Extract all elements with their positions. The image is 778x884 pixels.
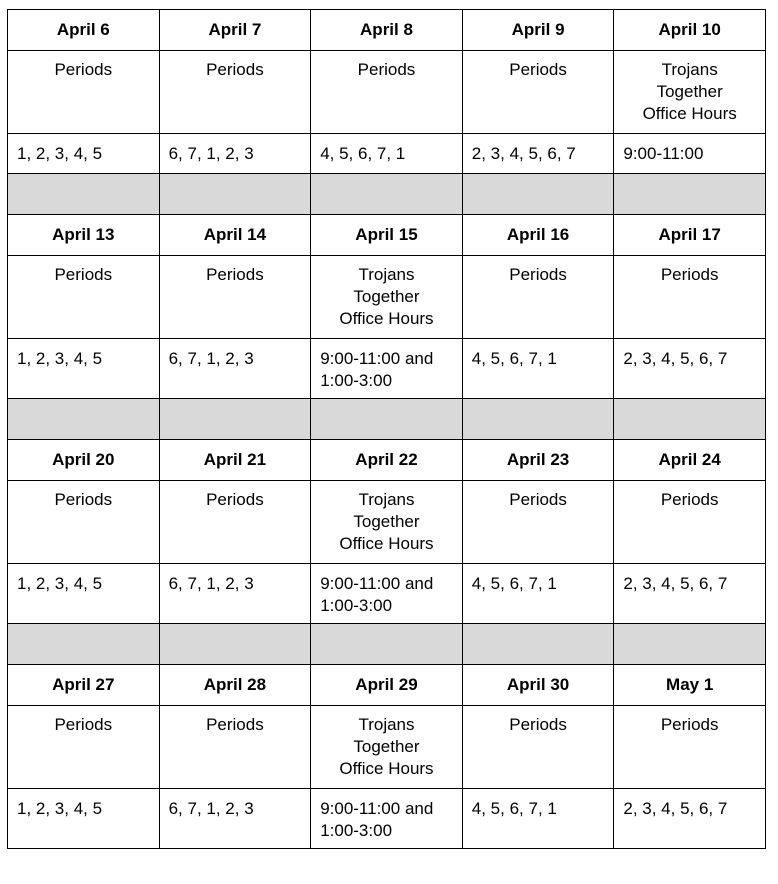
day-label-line: Periods xyxy=(509,60,567,79)
day-label-cell xyxy=(159,51,311,134)
date-cell: April 22 xyxy=(311,440,463,481)
day-label-cell xyxy=(159,706,311,789)
day-label-cell xyxy=(8,706,160,789)
label-row xyxy=(8,481,766,564)
periods-cell xyxy=(8,564,160,624)
day-label-cell xyxy=(311,256,463,339)
date-row xyxy=(8,10,766,51)
day-label-line: Periods xyxy=(660,265,719,284)
day-label-line: Periods xyxy=(509,715,567,734)
day-label-line: Periods xyxy=(660,715,719,734)
day-label-line: Periods xyxy=(54,715,113,734)
periods-line: 6, 7, 1, 2, 3 xyxy=(168,799,254,818)
periods-line: 9:00-11:00 and xyxy=(320,574,434,593)
day-label-cell xyxy=(614,51,766,134)
day-label-line: Office Hours xyxy=(339,309,434,328)
day-label-line: Periods xyxy=(509,490,567,509)
day-label-cell xyxy=(8,51,160,134)
day-label-cell xyxy=(159,481,311,564)
date-cell: April 10 xyxy=(614,10,766,51)
date-cell: April 14 xyxy=(159,215,311,256)
day-label-line: Periods xyxy=(206,265,264,284)
periods-line: 2, 3, 4, 5, 6, 7 xyxy=(623,574,728,593)
periods-line: 4, 5, 6, 7, 1 xyxy=(320,144,406,163)
periods-line: 1, 2, 3, 4, 5 xyxy=(17,144,103,163)
day-label-line: Trojans xyxy=(358,265,415,284)
day-label-line: Together xyxy=(353,512,420,531)
periods-cell xyxy=(614,339,766,399)
day-label-line: Periods xyxy=(660,490,719,509)
date-cell: April 9 xyxy=(462,10,614,51)
date-row xyxy=(8,665,766,706)
week-separator-row xyxy=(8,399,766,440)
periods-cell xyxy=(462,564,614,624)
periods-line: 9:00-11:00 and xyxy=(320,799,434,818)
periods-line: 6, 7, 1, 2, 3 xyxy=(168,574,254,593)
periods-cell xyxy=(311,564,463,624)
separator-cell xyxy=(159,399,311,440)
date-cell: April 30 xyxy=(462,665,614,706)
periods-cell xyxy=(614,789,766,849)
separator-cell xyxy=(8,399,160,440)
periods-row xyxy=(8,789,766,849)
day-label-cell xyxy=(8,256,160,339)
separator-cell xyxy=(159,624,311,665)
day-label-cell xyxy=(311,481,463,564)
periods-cell xyxy=(159,134,311,174)
separator-cell xyxy=(311,624,463,665)
day-label-line: Periods xyxy=(357,60,416,79)
periods-cell xyxy=(8,339,160,399)
date-cell: May 1 xyxy=(614,665,766,706)
periods-line: 9:00-11:00 xyxy=(623,144,704,163)
date-cell: April 16 xyxy=(462,215,614,256)
date-row xyxy=(8,440,766,481)
week-separator-row xyxy=(8,624,766,665)
periods-row xyxy=(8,564,766,624)
date-cell: April 29 xyxy=(311,665,463,706)
day-label-line: Together xyxy=(353,737,420,756)
day-label-line: Trojans xyxy=(358,715,415,734)
periods-line: 2, 3, 4, 5, 6, 7 xyxy=(623,799,728,818)
day-label-cell xyxy=(614,481,766,564)
periods-cell xyxy=(8,789,160,849)
date-cell: April 23 xyxy=(462,440,614,481)
separator-cell xyxy=(462,399,614,440)
day-label-line: Trojans xyxy=(661,60,718,79)
day-label-cell xyxy=(614,706,766,789)
label-row xyxy=(8,256,766,339)
periods-line: 2, 3, 4, 5, 6, 7 xyxy=(471,144,576,163)
separator-cell xyxy=(462,174,614,215)
date-cell: April 17 xyxy=(614,215,766,256)
day-label-cell xyxy=(462,256,614,339)
date-cell: April 28 xyxy=(159,665,311,706)
periods-line: 4, 5, 6, 7, 1 xyxy=(471,349,557,368)
periods-line: 4, 5, 6, 7, 1 xyxy=(471,799,557,818)
day-label-line: Periods xyxy=(206,60,264,79)
periods-cell xyxy=(159,789,311,849)
separator-cell xyxy=(8,174,160,215)
periods-cell xyxy=(462,789,614,849)
day-label-cell xyxy=(8,481,160,564)
separator-cell xyxy=(311,399,463,440)
periods-cell xyxy=(462,134,614,174)
periods-cell xyxy=(614,134,766,174)
periods-line: 1, 2, 3, 4, 5 xyxy=(17,574,103,593)
periods-line: 1, 2, 3, 4, 5 xyxy=(17,799,103,818)
day-label-line: Periods xyxy=(54,265,113,284)
schedule-table xyxy=(7,9,766,849)
day-label-line: Periods xyxy=(54,490,113,509)
day-label-cell xyxy=(159,256,311,339)
date-cell: April 6 xyxy=(8,10,160,51)
separator-cell xyxy=(159,174,311,215)
periods-line: 9:00-11:00 and xyxy=(320,349,434,368)
separator-cell xyxy=(311,174,463,215)
day-label-line: Office Hours xyxy=(642,104,737,123)
periods-cell xyxy=(8,134,160,174)
periods-cell xyxy=(614,564,766,624)
periods-line: 1, 2, 3, 4, 5 xyxy=(17,349,103,368)
separator-cell xyxy=(462,624,614,665)
day-label-cell xyxy=(311,706,463,789)
date-row xyxy=(8,215,766,256)
periods-cell xyxy=(159,339,311,399)
week-separator-row xyxy=(8,174,766,215)
day-label-cell xyxy=(462,481,614,564)
date-cell: April 8 xyxy=(311,10,463,51)
periods-cell xyxy=(462,339,614,399)
day-label-line: Periods xyxy=(206,715,264,734)
day-label-line: Periods xyxy=(54,60,113,79)
date-cell: April 7 xyxy=(159,10,311,51)
periods-cell xyxy=(311,134,463,174)
periods-line: 2, 3, 4, 5, 6, 7 xyxy=(623,349,728,368)
day-label-line: Periods xyxy=(206,490,264,509)
day-label-line: Together xyxy=(353,287,420,306)
separator-cell xyxy=(614,174,766,215)
schedule-body xyxy=(8,10,766,849)
periods-line: 6, 7, 1, 2, 3 xyxy=(168,349,254,368)
periods-row xyxy=(8,134,766,174)
date-cell: April 13 xyxy=(8,215,160,256)
date-cell: April 21 xyxy=(159,440,311,481)
day-label-cell xyxy=(462,706,614,789)
separator-cell xyxy=(8,624,160,665)
periods-line: 4, 5, 6, 7, 1 xyxy=(471,574,557,593)
separator-cell xyxy=(614,624,766,665)
periods-row xyxy=(8,339,766,399)
day-label-line: Trojans xyxy=(358,490,415,509)
periods-cell xyxy=(311,339,463,399)
date-cell: April 20 xyxy=(8,440,160,481)
date-cell: April 24 xyxy=(614,440,766,481)
day-label-line: Together xyxy=(656,82,723,101)
label-row xyxy=(8,51,766,134)
date-cell: April 27 xyxy=(8,665,160,706)
day-label-cell xyxy=(614,256,766,339)
periods-cell xyxy=(311,789,463,849)
label-row xyxy=(8,706,766,789)
date-cell: April 15 xyxy=(311,215,463,256)
day-label-line: Periods xyxy=(509,265,567,284)
day-label-line: Office Hours xyxy=(339,534,434,553)
periods-line: 1:00-3:00 xyxy=(320,821,393,840)
day-label-cell xyxy=(311,51,463,134)
periods-cell xyxy=(159,564,311,624)
periods-line: 1:00-3:00 xyxy=(320,371,393,390)
periods-line: 1:00-3:00 xyxy=(320,596,393,615)
separator-cell xyxy=(614,399,766,440)
day-label-line: Office Hours xyxy=(339,759,434,778)
day-label-cell xyxy=(462,51,614,134)
periods-line: 6, 7, 1, 2, 3 xyxy=(168,144,254,163)
